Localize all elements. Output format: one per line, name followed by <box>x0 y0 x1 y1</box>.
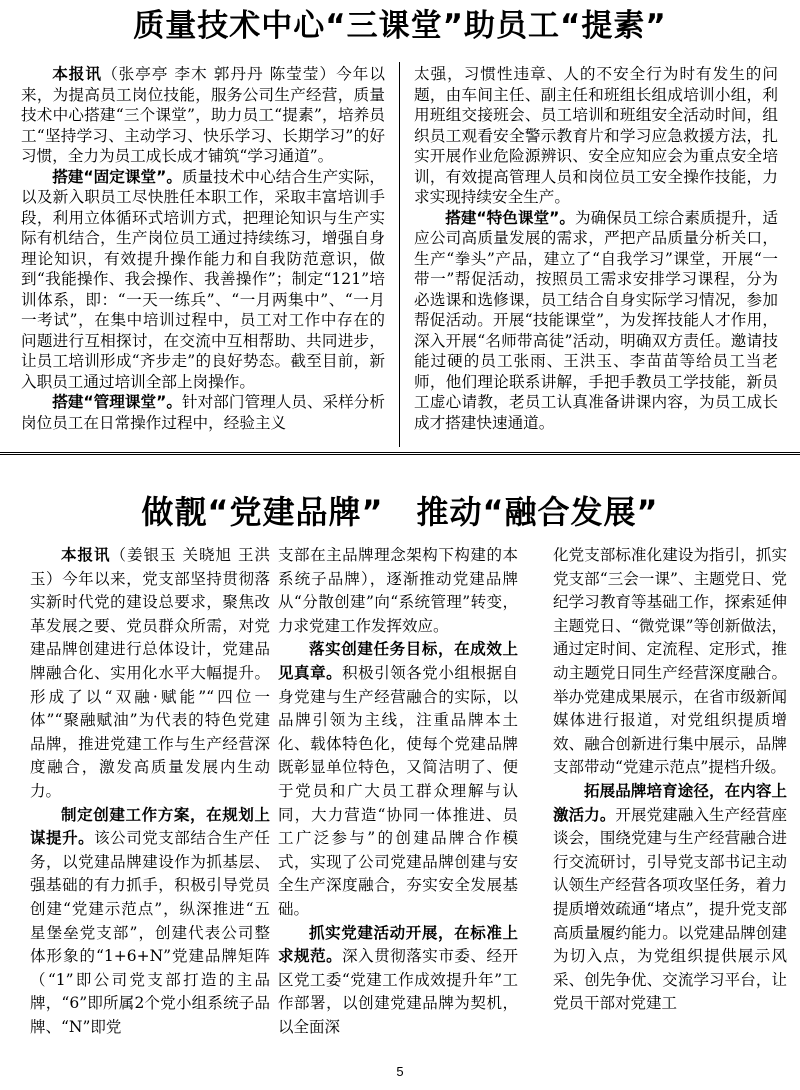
paragraph <box>21 167 385 393</box>
paragraph-lead: 搭建“固定课堂”。 <box>52 167 183 186</box>
column-divider <box>399 62 400 447</box>
paragraph <box>414 208 778 434</box>
article1-column-2 <box>414 64 778 433</box>
paragraph <box>278 922 518 1040</box>
paragraph <box>553 544 787 780</box>
paragraph-text: 深入贯彻落实市委、经开区党工委“党建工作成效提升年”工作部署，以创建党建品牌为契机，以全面深 <box>278 947 518 1036</box>
paragraph <box>30 804 270 1040</box>
paragraph <box>278 544 518 638</box>
paragraph-text: 化党支部标准化建设为指引，抓实党支部“三会一课”、主题党日、党纪学习教育等基础工作，探索延伸主题党日、“微党课”等创新做法，通过定时间、定流程、定形式，推动主题党日同生产经营深度融合。举办党建成果展示，在省市级新闻媒体进行报道，对党组织提质增效、融合创新进行集中展示，品牌支部带动“党建示范点”提档升级。 <box>553 546 787 777</box>
page-number: 5 <box>396 1064 404 1079</box>
paragraph-text: 针对部门管理人员、采样分析岗位员工在日常操作过程中，经验主义 <box>21 393 385 432</box>
section-divider <box>0 452 800 455</box>
paragraph-text: 太强，习惯性违章、人的不安全行为时有发生的问题，由车间主任、副主任和班组长组成培训小组，利用班组交接班会、员工培训和班组安全活动时间，组织员工观看安全警示教育片和学习应急救援方法，扎实开展作业危险源辨识、安全应知应会为重点安全培训，有效提高管理人员和岗位员工安全操作技能，力求实现持续安全生产。 <box>414 65 778 206</box>
paragraph-lead: 本报讯 <box>61 546 111 564</box>
paragraph <box>553 780 787 1016</box>
article2-headline: 做靓“党建品牌” 推动“融合发展” <box>141 493 659 531</box>
paragraph <box>21 64 385 167</box>
paragraph-text: 积极引领各党小组根据自身党建与生产经营融合的实际，以品牌引领为主线，注重品牌本土化、载体特色化，使每个党建品牌既彰显单位特色，又简洁明了、便于党员和广大员工群众理解与认同，大力营造“协同一体推进、员工广泛参与”的创建品牌合作模式，实现了公司党建品牌创建与安全生产深度融合，夯实安全发展基础。 <box>278 663 518 918</box>
paragraph-text: （张亭亭 李木 郭丹丹 陈莹莹）今年以来，为提高员工岗位技能，服务公司生产经营，质量技术中心搭建“三个课堂”，助力员工“提素”，培养员工“坚持学习、主动学习、快乐学习、长期学习”的好习惯，全力为员工成长成才铺筑“学习通道”。 <box>21 65 385 165</box>
paragraph-lead: 制定创建工作方案，在规划上谋提升。 <box>30 805 270 848</box>
paragraph-lead: 搭建“管理课堂”。 <box>52 393 183 411</box>
paragraph <box>21 392 385 433</box>
paragraph-lead: 拓展品牌培育途径，在内容上激活力。 <box>553 781 787 824</box>
paragraph-text: 该公司党支部结合生产任务，以党建品牌建设作为抓基层、强基础的有力抓手，积极引导党员创建“党建示范点”，纵深推进“五星堡垒党支部”，创建代表公司整体形象的“1+6+N”党建品牌矩阵（“1”即公司党支部打造的主品牌，“6”即所属2个党小组系统子品牌、“N”即党 <box>30 829 270 1036</box>
paragraph <box>278 638 518 921</box>
paragraph-lead: 落实创建任务目标，在成效上见真章。 <box>278 640 518 682</box>
paragraph-text: 开展党建融入生产经营座谈会，围绕党建与生产经营融合进行交流研讨，引导党支部书记主动认领生产经营各项攻坚任务，着力提质增效疏通“堵点”，提升党支部高质量履约能力。以党建品牌创建为切入点，为党组织提供展示风采、创先争优、交流学习平台，让党员干部对党建工 <box>553 805 787 1013</box>
paragraph-text: 支部在主品牌理念架构下构建的本系统子品牌），逐渐推动党建品牌从“分散创建”向“系统管理”转变，力求党建工作发挥效应。 <box>278 546 518 635</box>
paragraph <box>30 544 270 804</box>
article1-column-1 <box>21 64 385 433</box>
paragraph-lead: 搭建“特色课堂”。 <box>445 208 576 227</box>
article1-headline: 质量技术中心“三课堂”助员工“提素” <box>133 8 667 44</box>
article2-column-1 <box>30 544 270 1039</box>
paragraph <box>414 64 778 208</box>
paragraph-text: 质量技术中心结合生产实际，以及新入职员工尽快胜任本职工作，采取丰富培训手段，利用立体循环式培训方式，把理论知识与生产实际有机结合，生产岗位员工通过持续练习，增强自身理论知识，有效提升操作能力和自我防范意识，做到“我能操作、我会操作、我善操作”；制定“121”培训体系，即：“一天一练兵”、“一月两集中”、“一月一考试”，在集中培训过程中，员工对工作中存在的问题进行互相探讨，在交流中互相帮助、共同进步，让员工培训形成“齐步走”的良好势态。截至目前，新入职员工通过培训全部上岗操作。 <box>21 167 385 391</box>
paragraph-text: 为确保员工综合素质提升，适应公司高质量发展的需求，严把产品质量分析关口，生产“拳头”产品，建立了“自我学习”课堂，开展“一带一”帮促活动，按照员工需求安排学习课程，分为必选课和选修课，员工结合自身实际学习情况，参加帮促活动。开展“技能课堂”，为发挥技能人才作用，深入开展“名师带高徒”活动，明确双方责任。邀请技能过硬的员工张雨、王洪玉、李苗苗等给员工当老师，他们理论联系讲解，手把手教员工学技能，新员工虚心请教，老员工认真准备讲课内容，为员工成长成才搭建快速通道。 <box>414 208 778 432</box>
paragraph-lead: 抓实党建活动开展，在标准上求规范。 <box>278 923 518 966</box>
article2-column-2 <box>278 544 518 1039</box>
paragraph-lead: 本报讯 <box>52 65 103 83</box>
paragraph-text: （姜银玉 关晓旭 王洪玉）今年以来，党支部坚持贯彻落实新时代党的建设总要求，聚焦改革发展之要、党员群众所需，对党建品牌创建进行总体设计，党建品牌融合化、实用化水平大幅提升。形成了以“双融·赋能”“四位一体”“聚融赋油”为代表的特色党建品牌，推进党建工作与生产经营深度融合，激发高质量发展内生动力。 <box>30 546 270 800</box>
article2-column-3 <box>553 544 787 1016</box>
